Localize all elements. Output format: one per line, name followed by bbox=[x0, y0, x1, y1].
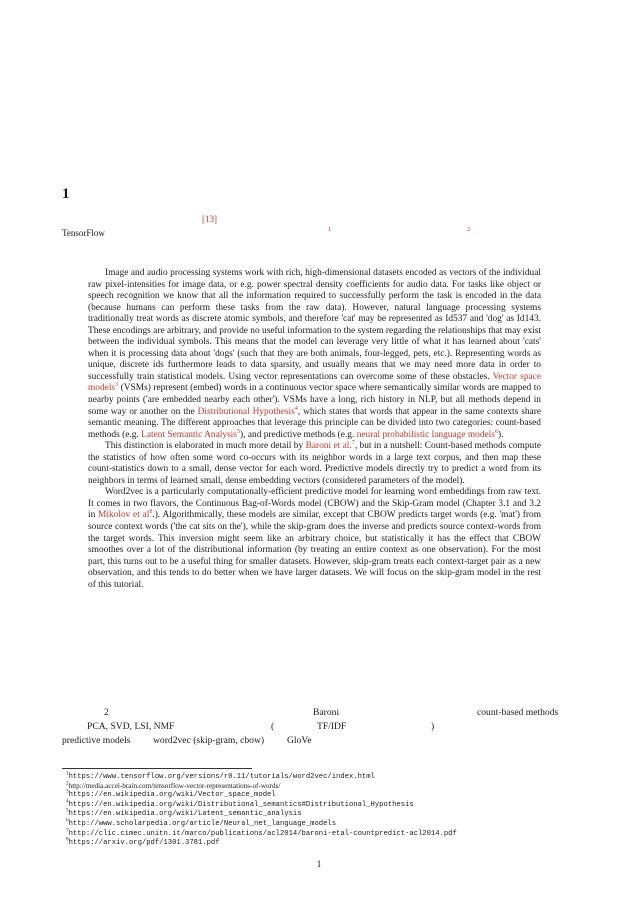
summary-line-1-a: 2 bbox=[104, 707, 109, 718]
inline-link[interactable]: Baroni et al. bbox=[305, 441, 352, 452]
footnote-marker-1[interactable]: 1 bbox=[328, 226, 332, 233]
footnote-ref[interactable]: 3 bbox=[115, 381, 119, 389]
footnote-url[interactable]: https://en.wikipedia.org/wiki/Distributional_semantics#Distributional_Hypothesis bbox=[68, 800, 414, 809]
footnote-rule bbox=[62, 768, 252, 769]
footnote-url[interactable]: https://arxiv.org/pdf/1301.3781.pdf bbox=[68, 839, 220, 848]
summary-line-1-c: count-based methods bbox=[477, 707, 559, 718]
footnote-number: 2 bbox=[66, 780, 69, 787]
footnote-url[interactable]: http://www.scholarpedia.org/article/Neural_net_language_models bbox=[68, 819, 337, 828]
summary-line-2-b: ( bbox=[271, 721, 275, 732]
summary-line-3-a: predictive models bbox=[62, 735, 131, 746]
text-run: ). bbox=[498, 429, 504, 440]
footnote-url[interactable]: https://en.wikipedia.org/wiki/Vector_space_model bbox=[68, 791, 276, 800]
footnote-ref[interactable]: 4 bbox=[294, 404, 298, 412]
footnote-ref[interactable]: 7 bbox=[351, 439, 355, 447]
footnote-marker-2[interactable]: 2 bbox=[467, 226, 471, 233]
summary-line-1-b: Baroni bbox=[313, 707, 340, 718]
footnote-number: 5 bbox=[66, 807, 69, 814]
tensorflow-text: TensorFlow bbox=[62, 228, 105, 238]
footnote-number: 3 bbox=[66, 788, 69, 795]
footnotes bbox=[66, 772, 586, 848]
footnote-url[interactable]: http://media.accel-brain.com/tensorflow-vector-representations-of-words/ bbox=[68, 781, 281, 790]
footnote-item bbox=[66, 829, 586, 839]
footnote-ref[interactable]: 6 bbox=[494, 427, 499, 435]
footnote-url[interactable]: http://clic.cimec.unitn.it/marco/publications/acl2014/baroni-etal-countpredict-acl2014.pdf bbox=[68, 829, 457, 838]
inline-link[interactable]: Vector space models bbox=[88, 371, 541, 394]
footnote-ref[interactable]: 5 bbox=[236, 427, 241, 435]
page-number: 1 bbox=[316, 860, 322, 870]
quote-paragraph-2 bbox=[88, 441, 541, 487]
text-run: .). Algorithmically, these models are similar, except that CBOW predicts target words (e.g. 'mat') from source context words ('the cat sits on the'), while the skip-gram does the inverse and predicts source context-words from the target words. This inversion might seem like an arbitrary choice, but statistically it has the effect that CBOW smoothes over a lot of the distributional information (by treating an entire context as one observation). For the most part, this turns out to be a useful thing for smaller datasets. However, skip-gram treats each context-target pair as a new observation, and this tends to do better when we have larger datasets. We will focus on the skip-gram model in the rest of this tutorial. bbox=[88, 510, 542, 590]
footnote-number: 7 bbox=[66, 827, 69, 834]
footnote-number: 4 bbox=[66, 798, 69, 805]
inline-link[interactable]: neural probabilistic language models bbox=[356, 429, 495, 440]
text-run: Word2vec is a particularly computationally-efficient predictive model for learning word embeddings from raw text. It comes in two flavors, the Continuous Bag-of-Words model (CBOW) and the Skip-Gram model (Chapter 3.1 and 3.2 in bbox=[88, 487, 541, 521]
footnote-item bbox=[66, 838, 586, 848]
footnote-number: 6 bbox=[66, 817, 69, 824]
footnote-number: 1 bbox=[66, 770, 69, 777]
footnote-item bbox=[66, 790, 586, 800]
footnote-url[interactable]: https://www.tensorflow.org/versions/r0.11/tutorials/word2vec/index.html bbox=[68, 773, 375, 781]
quote-paragraph-3 bbox=[88, 487, 541, 591]
footnote-item bbox=[66, 772, 586, 782]
text-run: This distinction is elaborated in much more detail by bbox=[105, 441, 306, 452]
inline-link[interactable]: Latent Semantic Analysis bbox=[141, 429, 237, 440]
text-run: ), and predictive methods (e.g. bbox=[240, 429, 357, 440]
text-run: , which states that words that appear in the same contexts share semantic meaning. The different approaches that leverage this principle can be divided into two categories: count-based methods (e.g. bbox=[88, 406, 541, 440]
summary-line-2-c: TF/IDF bbox=[317, 721, 347, 732]
footnote-item bbox=[66, 800, 586, 810]
text-run: , but in a nutshell: Count-based methods compute the statistics of how often some word co-occurs with its neighbor words in a large text corpus, and then map these count-statistics down to a small, dense vector for each word. Predictive models directly try to predict a word from its neighbors in terms of learned small, dense embedding vectors (considered parameters of the model). bbox=[88, 441, 541, 486]
footnote-item bbox=[66, 782, 586, 791]
citation-link[interactable]: [13] bbox=[202, 214, 217, 224]
footnote-item bbox=[66, 809, 586, 819]
footnote-number: 8 bbox=[66, 836, 69, 843]
summary-line-3-c: GloVe bbox=[287, 735, 312, 746]
footnote-ref[interactable]: 8 bbox=[149, 508, 153, 516]
text-run: (VSMs) represent (embed) words in a continuous vector space where semantically similar words are mapped to nearby points ('are embedded nearby each other'). VSMs have a long, rich history in NLP, but all methods depend in some way or another on the bbox=[88, 383, 541, 417]
summary-line-3-b: word2vec (skip-gram, cbow) bbox=[153, 735, 265, 746]
quote-paragraph-1 bbox=[88, 268, 541, 441]
inline-link[interactable]: Distributional Hypothesis bbox=[197, 406, 295, 417]
footnote-url[interactable]: https://en.wikipedia.org/wiki/Latent_semantic_analysis bbox=[68, 810, 302, 819]
summary-line-2-a: PCA, SVD, LSI, NMF bbox=[87, 721, 175, 732]
inline-link[interactable]: Mikolov et al bbox=[98, 510, 150, 521]
section-heading: 1 bbox=[62, 186, 70, 202]
footnote-item bbox=[66, 819, 586, 829]
quoted-passage bbox=[88, 268, 541, 591]
text-run: Image and audio processing systems work with rich, high-dimensional datasets encoded as vectors of the individual raw pixel-intensities for image data, or e.g. power spectral density coefficients for audio data. For tasks like object or speech recognition we know that all the information required to successfully perform the task is encoded in the data (because humans can perform these tasks from the raw data). However, natural language processing systems traditionally treat words as discrete atomic symbols, and therefore 'cat' may be represented as Id537 and 'dog' as Id143. These encodings are arbitrary, and provide no useful information to the system regarding the relationships that may exist between the individual symbols. This means that the model can leverage very little of what it has learned about 'cats' when it is processing data about 'dogs' (such that they are both animals, four-legged, pets, etc.). Representing words as unique, discrete ids furthermore leads to data sparsity, and usually means that we may need more data in order to successfully train statistical models. Using vector representations can overcome some of these obstacles. bbox=[88, 268, 541, 382]
summary-line-2-d: ) bbox=[431, 721, 435, 732]
